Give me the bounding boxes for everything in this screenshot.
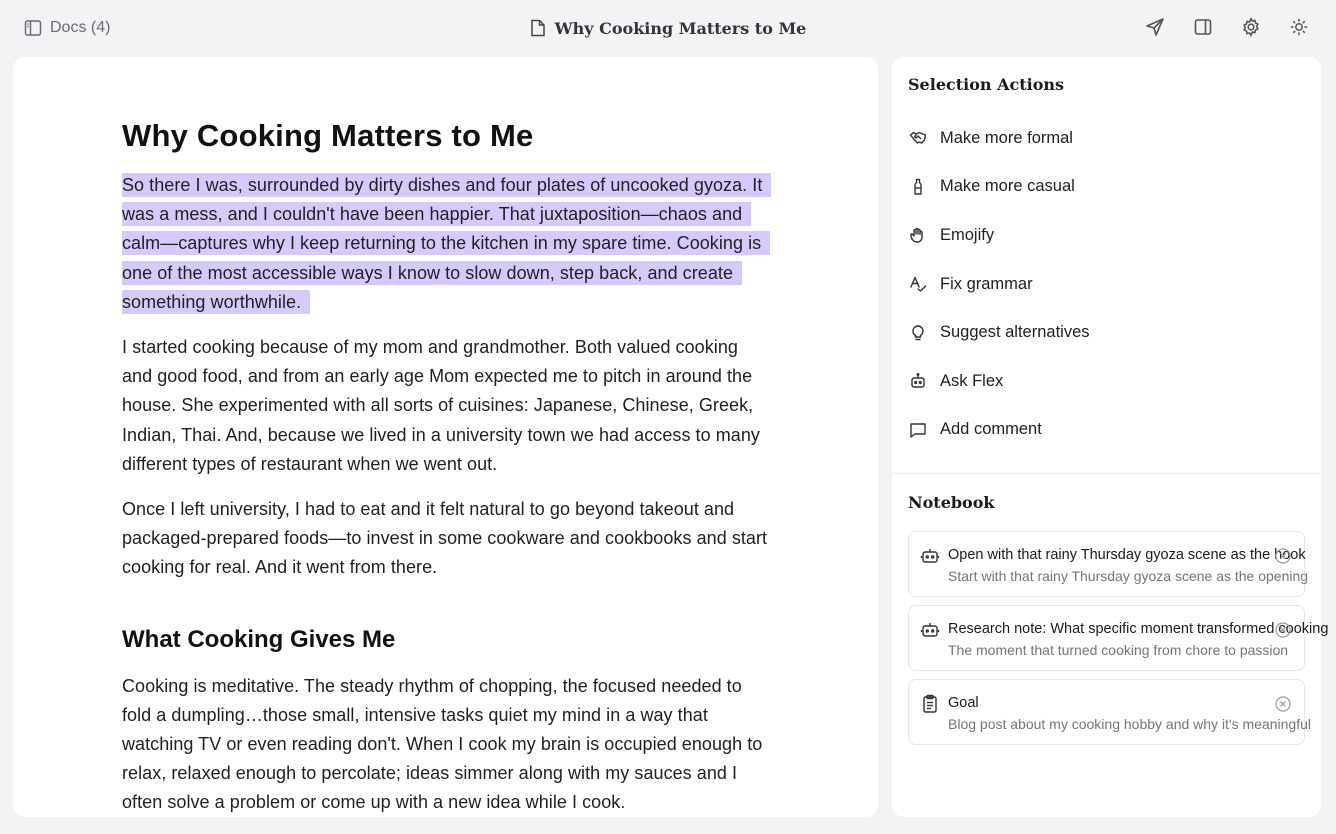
document-title-bar: [0, 16, 1336, 40]
clipboard-icon: [920, 694, 940, 714]
text-selection-highlight[interactable]: So there I was, surrounded by dirty dishes and four plates of uncooked gyoza. It was a mess, and I couldn't have been happier. That juxtaposition—chaos and calm—captures why I keep returning to the kitchen in my spare time. Cooking is one of the most accessible ways I know to slow down, step back, and create something worthwhile.: [122, 173, 771, 314]
note-title: Goal: [948, 695, 979, 711]
note-card[interactable]: [908, 531, 1309, 597]
comment-icon: [908, 420, 928, 440]
fix-grammar-button[interactable]: [908, 260, 1308, 309]
editor-content[interactable]: [122, 117, 772, 834]
bottle-icon: [908, 177, 928, 197]
panel-divider: [892, 473, 1321, 474]
close-icon[interactable]: [1274, 621, 1292, 639]
note-title: Open with that rainy Thursday gyoza scene as the hook: [948, 547, 1306, 563]
notebook-list: [908, 531, 1329, 753]
action-label: Make more casual: [940, 177, 1075, 196]
selection-actions-list: [908, 114, 1308, 454]
action-label: Fix grammar: [940, 274, 1033, 293]
handshake-icon: [908, 128, 928, 148]
side-panel: [892, 57, 1329, 817]
bot-icon: [920, 546, 940, 566]
paragraph-selected[interactable]: [122, 171, 772, 317]
file-icon: [530, 19, 546, 37]
action-label: Make more formal: [940, 128, 1073, 147]
emojify-button[interactable]: [908, 211, 1308, 260]
notebook-title: Notebook: [908, 493, 995, 512]
note-card[interactable]: [908, 679, 1312, 745]
ask-flex-button[interactable]: [908, 357, 1308, 406]
note-subtitle: The moment that turned cooking from chore to passion: [948, 642, 1289, 658]
close-icon[interactable]: [1274, 547, 1292, 565]
panel-toggle-icon[interactable]: [1192, 16, 1214, 38]
close-icon[interactable]: [1274, 695, 1292, 713]
note-title: Research note: What specific moment transformed cooking: [948, 621, 1329, 637]
paragraph[interactable]: Cooking is meditative. The steady rhythm of chopping, the focused needed to fold a dumpling…those small, intensive tasks quiet my mind in a way that watching TV or even reading don't. When I cook my brain is occupied enough to relax, relaxed enough to percolate; ideas simmer along with my sauces and I often solve a problem or come up with a new idea while I cook.: [122, 675, 763, 813]
docs-label: Docs (4): [50, 19, 111, 36]
action-label: Add comment: [940, 420, 1042, 439]
gear-icon[interactable]: [1240, 16, 1262, 38]
suggest-alternatives-button[interactable]: [908, 308, 1308, 357]
document-heading: Why Cooking Matters to Me: [122, 118, 534, 153]
document-editor[interactable]: [13, 57, 878, 817]
paragraph[interactable]: Once I left university, I had to eat and it felt natural to go beyond takeout and packaged-prepared foods—to invest in some cookware and cookbooks and start cooking for real. And it went from there.: [122, 499, 768, 578]
note-subtitle: Start with that rainy Thursday gyoza scene as the opening: [948, 568, 1309, 584]
hand-icon: [908, 225, 928, 245]
action-label: Emojify: [940, 225, 995, 244]
bot-icon: [920, 620, 940, 640]
make-formal-button[interactable]: [908, 114, 1308, 163]
selection-actions-title: Selection Actions: [908, 75, 1065, 94]
top-bar: [0, 0, 1336, 56]
doc-title-label: Why Cooking Matters to Me: [554, 18, 807, 38]
make-casual-button[interactable]: [908, 163, 1308, 212]
action-label: Ask Flex: [940, 371, 1004, 390]
paragraph[interactable]: I started cooking because of my mom and grandmother. Both valued cooking and good food, and from an early age Mom expected me to pitch in around the house. She experimented with all sorts of cuisines: Japanese, Chinese, Greek, Indian, Thai. And, because we lived in a university town we had access to many different types of restaurant when we went out.: [122, 337, 760, 474]
add-comment-button[interactable]: [908, 406, 1308, 455]
bot-icon: [908, 371, 928, 391]
action-label: Suggest alternatives: [940, 323, 1090, 342]
section-heading: What Cooking Gives Me: [122, 625, 396, 653]
send-icon[interactable]: [1144, 16, 1166, 38]
spellcheck-icon: [908, 274, 928, 294]
sun-icon[interactable]: [1288, 16, 1310, 38]
note-card[interactable]: [908, 605, 1329, 671]
lightbulb-icon: [908, 323, 928, 343]
note-subtitle: Blog post about my cooking hobby and why it's meaningful: [948, 716, 1312, 732]
